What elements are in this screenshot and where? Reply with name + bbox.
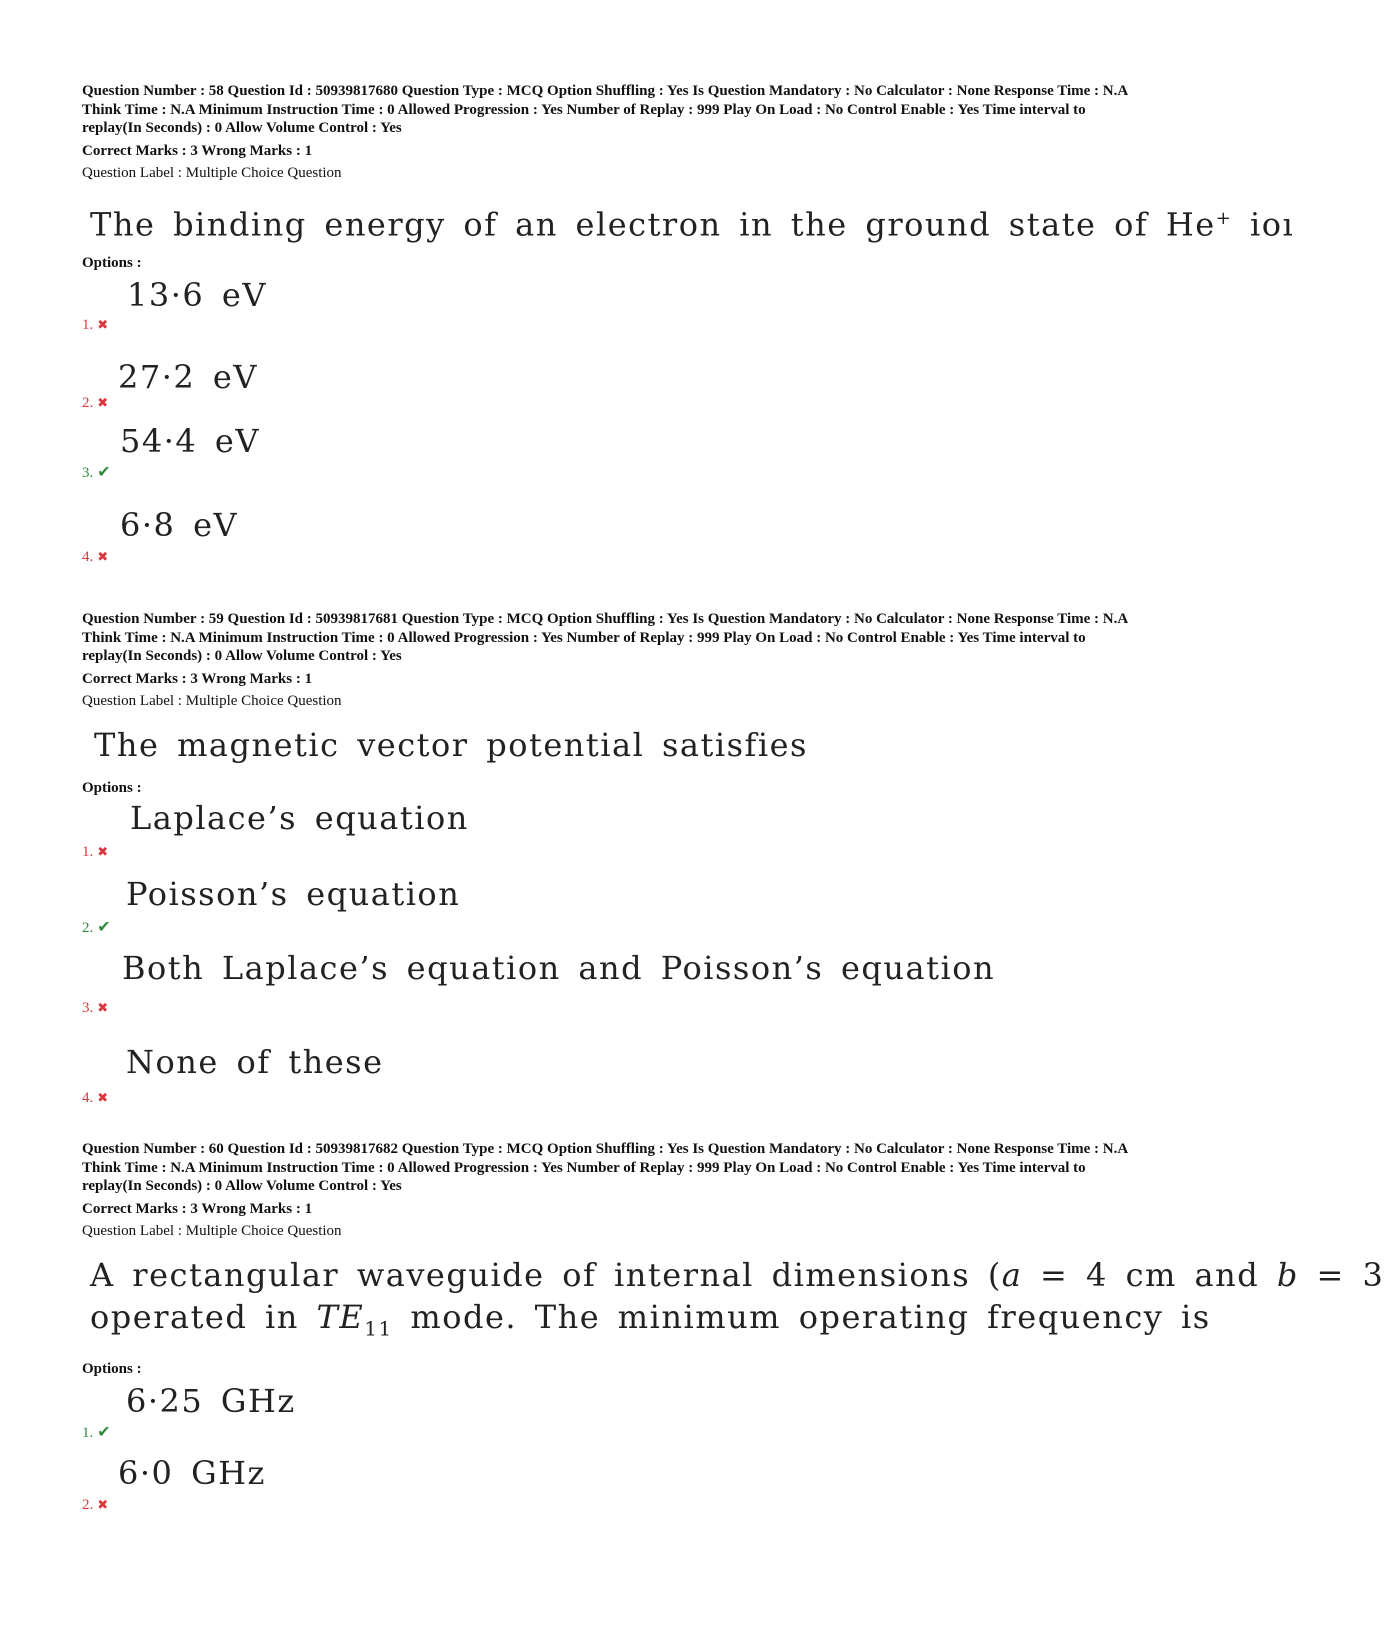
options-label: Options :	[82, 1360, 142, 1377]
option-value: 27·2 eV	[118, 358, 258, 397]
option-3[interactable]	[82, 943, 1212, 1023]
option-1[interactable]	[82, 1378, 1212, 1448]
question-text: The binding energy of an electron in the ground state of He+ ioı	[90, 205, 1295, 244]
cross-icon: ✖	[97, 843, 109, 859]
option-number: 1. ✖	[82, 843, 109, 860]
question-meta: Question Number : 59 Question Id : 50939817681 Question Type : MCQ Option Shuffling : Yes Is Question Mandatory : No Calculator : None Response Time : N.A Think Time : N.A Minimum Instruction Time : 0 Allowed Progression : Yes Number of Replay : 999 Play On Load : No Control Enable : Yes Time interval to replay(In Seconds) : 0 Allow Volume Control : Yes	[82, 611, 1128, 664]
option-3[interactable]	[82, 418, 1212, 488]
option-value: Laplace’s equation	[130, 798, 469, 837]
option-value: Poisson’s equation	[126, 874, 461, 913]
question-meta: Question Number : 58 Question Id : 50939817680 Question Type : MCQ Option Shuffling : Yes Is Question Mandatory : No Calculator : None Response Time : N.A Think Time : N.A Minimum Instruction Time : 0 Allowed Progression : Yes Number of Replay : 999 Play On Load : No Control Enable : Yes Time interval to replay(In Seconds) : 0 Allow Volume Control : Yes	[82, 83, 1128, 136]
question-text-line-1: A rectangular waveguide of internal dimensions (a = 4 cm and b = 3	[90, 1255, 1384, 1294]
option-number: 2. ✖	[82, 1496, 109, 1513]
option-2[interactable]	[82, 1448, 1212, 1520]
cross-icon: ✖	[97, 317, 109, 333]
option-number: 2. ✔	[82, 918, 111, 936]
option-number: 1. ✖	[82, 317, 109, 334]
question-text: The magnetic vector potential satisfies	[94, 725, 808, 764]
option-number: 4. ✖	[82, 549, 109, 566]
option-value: 6·25 GHz	[126, 1381, 296, 1420]
option-value: 6·8 eV	[120, 506, 239, 545]
option-1[interactable]	[82, 272, 1212, 340]
cross-icon: ✖	[97, 1496, 109, 1512]
option-1[interactable]	[82, 797, 1212, 867]
option-value: 6·0 GHz	[118, 1453, 266, 1492]
question-text-line-2: operated in $TE_{11}$ mode. The minimum operating frequency is	[90, 1297, 1211, 1340]
options-label: Options :	[82, 255, 142, 272]
question-59	[82, 610, 1212, 1113]
check-icon: ✔	[97, 1423, 111, 1441]
question-marks: Correct Marks : 3 Wrong Marks : 1	[82, 670, 313, 687]
question-label: Question Label : Multiple Choice Question	[82, 1222, 342, 1239]
question-marks: Correct Marks : 3 Wrong Marks : 1	[82, 142, 313, 159]
option-number: 1. ✔	[82, 1423, 111, 1441]
cross-icon: ✖	[97, 549, 109, 565]
check-icon: ✔	[97, 464, 111, 482]
option-value: 54·4 eV	[120, 422, 260, 461]
options-label: Options :	[82, 779, 142, 796]
check-icon: ✔	[97, 918, 111, 936]
option-4[interactable]	[82, 1023, 1212, 1113]
option-value: None of these	[126, 1042, 384, 1081]
question-58	[82, 82, 1295, 572]
option-4[interactable]	[82, 488, 1212, 572]
question-label: Question Label : Multiple Choice Question	[82, 692, 342, 709]
option-value: Both Laplace’s equation and Poisson’s equation	[122, 948, 996, 987]
option-2[interactable]	[82, 340, 1212, 418]
question-meta: Question Number : 60 Question Id : 50939817682 Question Type : MCQ Option Shuffling : Yes Is Question Mandatory : No Calculator : None Response Time : N.A Think Time : N.A Minimum Instruction Time : 0 Allowed Progression : Yes Number of Replay : 999 Play On Load : No Control Enable : Yes Time interval to replay(In Seconds) : 0 Allow Volume Control : Yes	[82, 1141, 1128, 1194]
option-number: 3. ✔	[82, 464, 111, 482]
cross-icon: ✖	[97, 395, 109, 411]
cross-icon: ✖	[97, 1089, 109, 1105]
option-number: 3. ✖	[82, 999, 109, 1016]
option-number: 4. ✖	[82, 1089, 109, 1106]
option-number: 2. ✖	[82, 395, 109, 412]
option-2[interactable]	[82, 867, 1212, 943]
option-value: 13·6 eV	[127, 276, 267, 315]
question-marks: Correct Marks : 3 Wrong Marks : 1	[82, 1200, 313, 1217]
question-label: Question Label : Multiple Choice Question	[82, 164, 342, 181]
question-60	[82, 1140, 1384, 1520]
cross-icon: ✖	[97, 999, 109, 1015]
